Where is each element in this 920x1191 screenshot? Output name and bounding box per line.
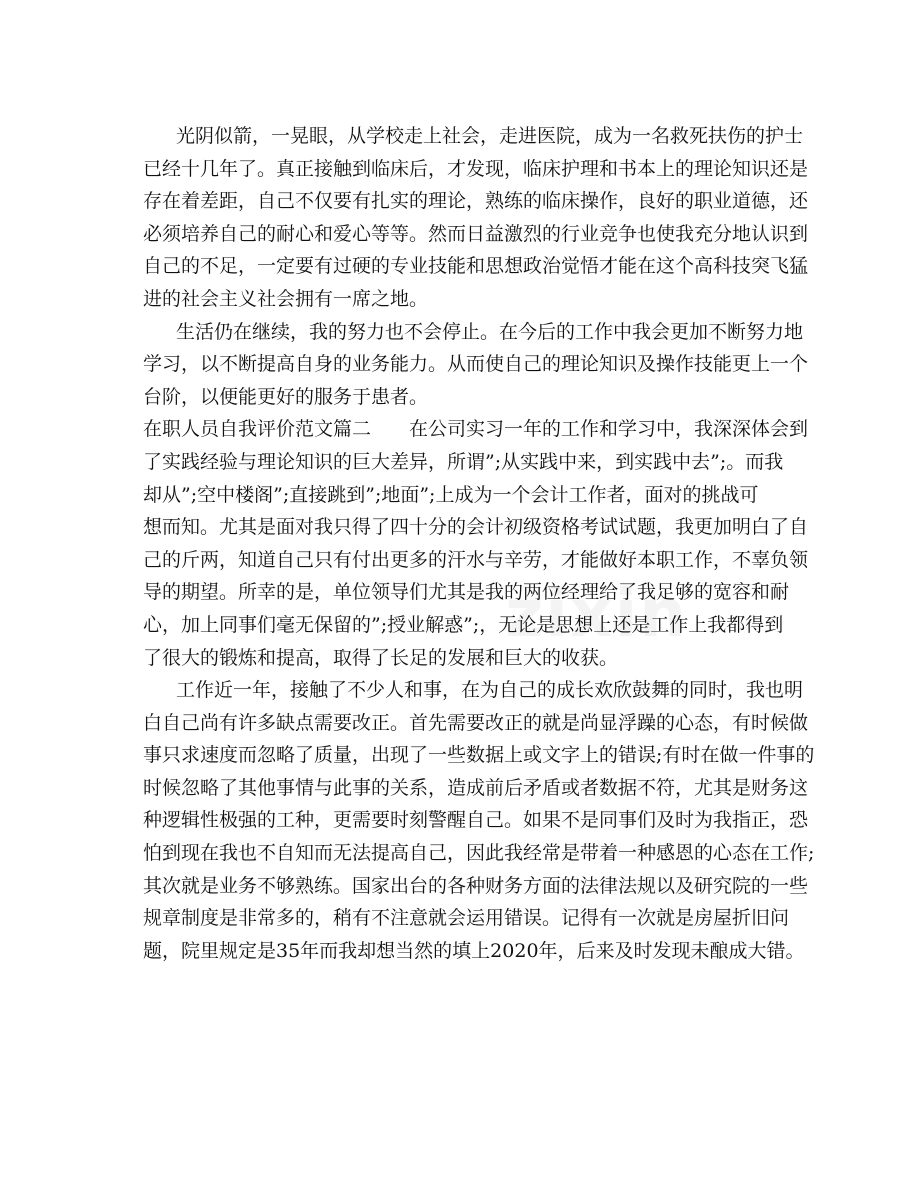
text-line: 工作近一年，接触了不少人和事，在为自己的成长欢欣鼓舞的同时，我也明 (176, 679, 804, 702)
text-line: 想而知。尤其是面对我只得了四十分的会计初级资格考试试题，我更加明白了自 (143, 516, 809, 539)
text-line: 规章制度是非常多的，稍有不注意就会运用错误。记得有一次就是房屋折旧问 (143, 907, 790, 930)
text-line: 台阶，以便能更好的服务于患者。 (143, 385, 429, 408)
text-line: 怕到现在我也不自知而无法提高自己，因此我经常是带着一种感恩的心态在工作; (143, 842, 815, 865)
text-line: 光阴似箭，一晃眼，从学校走上社会，走进医院，成为一名救死扶伤的护士 (176, 125, 804, 147)
text-line: 了实践经验与理论知识的巨大差异，所谓”;从实践中来，到实践中去”;。而我 (143, 450, 784, 473)
text-line: 了很大的锻炼和提高，取得了长足的发展和巨大的收获。 (143, 646, 619, 669)
text-line: 导的期望。所幸的是，单位领导们尤其是我的两位经理给了我足够的宽容和耐 (143, 581, 790, 604)
document-body (143, 120, 815, 967)
section-heading: 在职人员自我评价范文篇二 (143, 418, 372, 441)
watermark: zixin (505, 575, 689, 652)
text-line: 自己的不足，一定要有过硬的专业技能和思想政治觉悟才能在这个高科技突飞猛 (143, 255, 809, 278)
text-line: 必须培养自己的耐心和爱心等等。然而日益激烈的行业竞争也使我充分地认识到 (143, 222, 809, 245)
text-line: 学习，以不断提高自身的业务能力。从而使自己的理论知识及操作技能更上一个 (143, 353, 809, 376)
text-line: 其次就是业务不够熟练。国家出台的各种财务方面的法律法规以及研究院的一些 (143, 874, 809, 897)
text-line: 在公司实习一年的工作和学习中，我深深体会到 (409, 418, 809, 441)
text-line: 心，加上同事们毫无保留的”;授业解惑”;，无论是思想上还是工作上我都得到 (143, 613, 784, 636)
text-line: 已经十几年了。真正接触到临床后，才发现，临床护理和书本上的理论知识还是 (143, 157, 809, 180)
section-heading-line (143, 413, 809, 446)
paragraph-1 (143, 120, 809, 316)
paragraph-3 (143, 413, 809, 674)
text-line: 题，院里规定是35年而我却想当然的填上2020年，后来及时发现未酿成大错。 (143, 939, 805, 962)
text-line: 时候忽略了其他事情与此事的关系，造成前后矛盾或者数据不符，尤其是财务这 (143, 776, 809, 799)
text-line: 生活仍在继续，我的努力也不会停止。在今后的工作中我会更加不断努力地 (176, 320, 804, 343)
text-line: 事只求速度而忽略了质量，出现了一些数据上或文字上的错误;有时在做一件事的 (143, 744, 815, 767)
text-line: 进的社会主义社会拥有一席之地。 (143, 287, 429, 310)
text-line: 存在着差距，自己不仅要有扎实的理论，熟练的临床操作，良好的职业道德，还 (143, 190, 809, 213)
text-line: 种逻辑性极强的工种，更需要时刻警醒自己。如果不是同事们及时为我指正，恐 (143, 809, 809, 832)
paragraph-4 (143, 674, 815, 967)
text-line: 却从”;空中楼阁”;直接跳到”;地面”;上成为一个会计工作者，面对的挑战可 (143, 483, 759, 506)
paragraph-2 (143, 316, 809, 414)
text-line: 己的斤两，知道自己只有付出更多的汗水与辛劳，才能做好本职工作，不辜负领 (143, 548, 809, 571)
text-line: 白自己尚有许多缺点需要改正。首先需要改正的就是尚显浮躁的心态，有时候做 (143, 711, 809, 734)
